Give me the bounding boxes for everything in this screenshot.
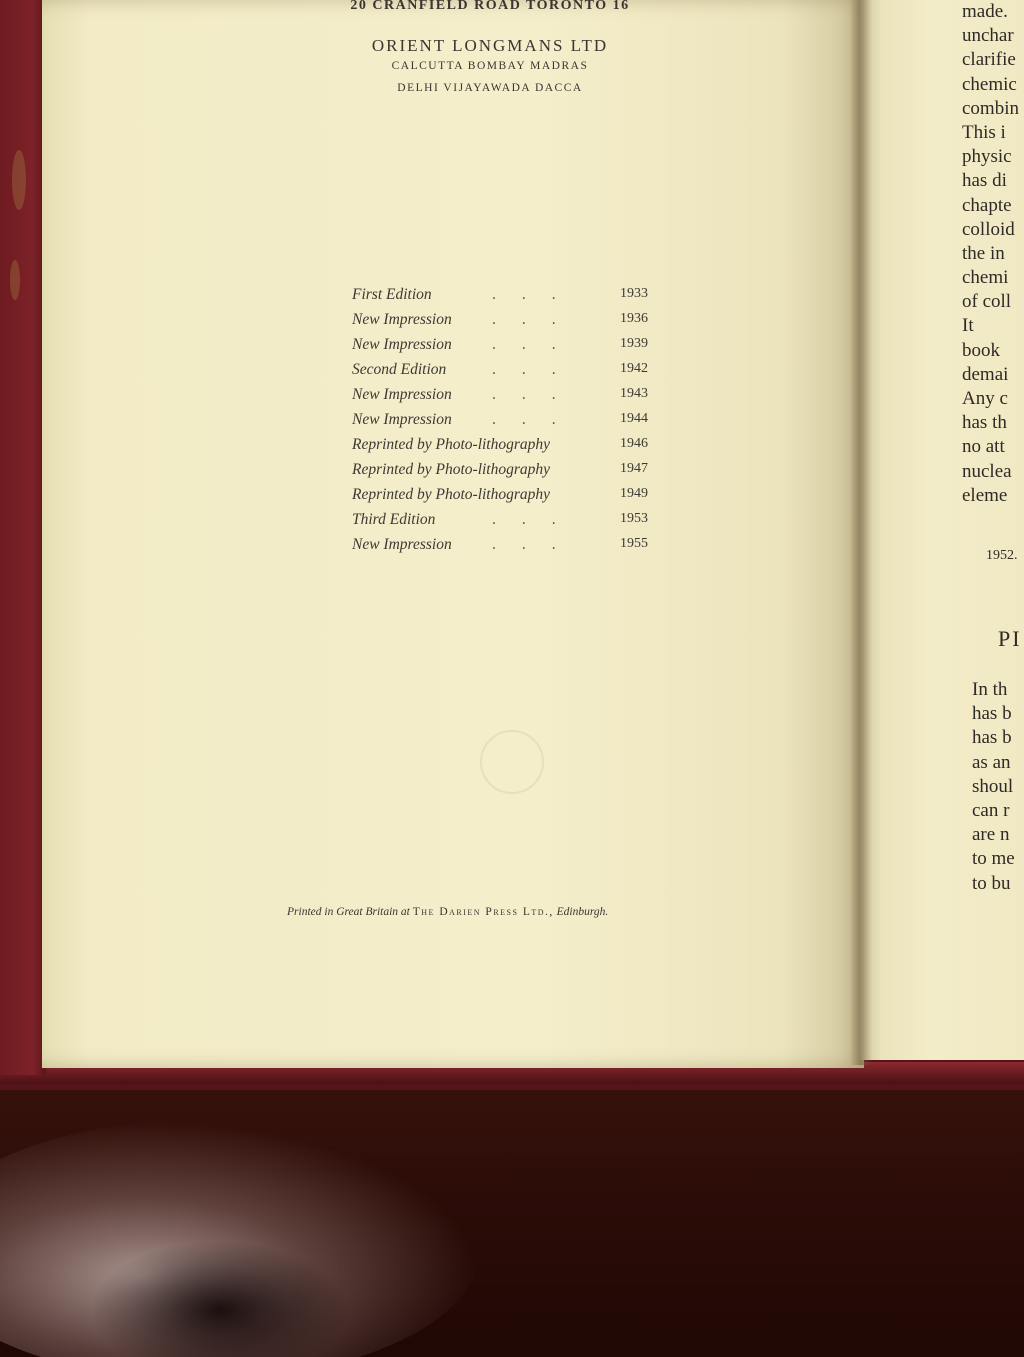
history-row	[352, 311, 662, 336]
right-page-line: It	[962, 315, 974, 337]
right-page-line: has b	[972, 703, 1012, 725]
history-year: 1942	[620, 361, 648, 376]
right-page-line: nuclea	[962, 460, 1012, 482]
history-row	[352, 536, 662, 561]
history-label: Reprinted by Photo-lithography	[352, 436, 551, 453]
right-page-line: colloid	[962, 218, 1015, 240]
show-through-emblem	[480, 730, 544, 794]
book-gutter	[850, 0, 872, 1065]
history-label: New Impression	[352, 336, 452, 353]
right-page-line: has th	[962, 412, 1007, 434]
history-year: 1944	[620, 411, 648, 426]
page-stain	[12, 150, 26, 210]
history-year: 1939	[620, 336, 648, 351]
right-page-line: chemic	[962, 73, 1017, 95]
history-year: 1947	[620, 461, 648, 476]
right-page-line: demai	[962, 363, 1009, 385]
right-page-line: has di	[962, 170, 1007, 192]
history-row	[352, 511, 662, 536]
right-page-line: the in	[962, 242, 1005, 264]
right-page-date: 1952.	[986, 548, 1018, 563]
page-stain	[10, 260, 20, 300]
printer-prefix: Printed in Great Britain at	[287, 906, 410, 918]
right-page-line: eleme	[962, 484, 1008, 506]
right-page-line: chapte	[962, 194, 1012, 216]
history-row	[352, 461, 662, 486]
history-label: Reprinted by Photo-lithography	[352, 461, 551, 478]
leader-dots: ...	[492, 361, 582, 378]
right-page-line: to bu	[972, 872, 1011, 894]
history-year: 1943	[620, 386, 648, 401]
history-year: 1949	[620, 486, 648, 501]
publisher-cities-1: CALCUTTA BOMBAY MADRAS	[391, 60, 589, 72]
right-page-text-bottom	[972, 678, 1024, 896]
right-page-line: of coll	[962, 291, 1012, 313]
right-page-line: Any c	[962, 388, 1008, 409]
leader-dots: ...	[492, 386, 582, 403]
history-label: New Impression	[352, 536, 452, 553]
history-row	[352, 436, 662, 461]
history-label: Third Edition	[352, 511, 436, 528]
history-label: First Edition	[352, 286, 432, 303]
publisher-cities-2: DELHI VIJAYAWADA DACCA	[397, 82, 583, 94]
right-page-line: are n	[972, 824, 1010, 846]
right-page-text-top	[962, 0, 1024, 508]
history-row	[352, 336, 662, 361]
history-year: 1933	[620, 286, 648, 301]
publisher-address: 20 CRANFIELD ROAD TORONTO 16	[350, 0, 630, 13]
history-year: 1955	[620, 536, 648, 551]
leader-dots: ...	[492, 286, 582, 303]
history-row	[352, 411, 662, 436]
right-page-line: combin	[962, 97, 1019, 119]
printer-place: Edinburgh.	[556, 906, 609, 918]
history-label: New Impression	[352, 311, 452, 328]
right-page-line: unchar	[962, 25, 1014, 47]
history-row	[352, 386, 662, 411]
history-year: 1953	[620, 511, 648, 526]
right-page-line: book	[962, 339, 1000, 361]
leader-dots: ...	[492, 311, 582, 328]
publisher-company: ORIENT LONGMANS LTD	[371, 36, 609, 55]
history-label: New Impression	[352, 386, 452, 403]
history-row	[352, 286, 662, 311]
history-year: 1936	[620, 311, 648, 326]
history-year: 1946	[620, 436, 648, 451]
right-page-line: has b	[972, 727, 1012, 749]
history-row	[352, 486, 662, 511]
printer-imprint	[287, 906, 727, 918]
history-label: New Impression	[352, 411, 452, 428]
right-page-line: In th	[972, 679, 1008, 700]
leader-dots: ...	[492, 536, 582, 553]
edition-history	[352, 286, 662, 561]
right-page-heading: PI	[998, 626, 1022, 651]
printer-press: The Darien Press Ltd.,	[412, 906, 554, 918]
right-page-line: This i	[962, 121, 1006, 143]
right-page-line: can r	[972, 799, 1010, 821]
right-page-line: as an	[972, 751, 1011, 773]
right-page-line: chemi	[962, 267, 1009, 289]
leader-dots: ...	[492, 411, 582, 428]
right-page-line: made.	[962, 1, 1008, 22]
right-page-line: no att	[962, 436, 1005, 458]
leader-dots: ...	[492, 511, 582, 528]
history-label: Second Edition	[352, 361, 447, 378]
right-page-line: physic	[962, 146, 1012, 168]
right-page-line: to me	[972, 848, 1015, 870]
leader-dots: ...	[492, 336, 582, 353]
right-page-line: clarifie	[962, 49, 1016, 71]
history-label: Reprinted by Photo-lithography	[352, 486, 551, 503]
right-page-line: shoul	[972, 775, 1014, 797]
history-row	[352, 361, 662, 386]
